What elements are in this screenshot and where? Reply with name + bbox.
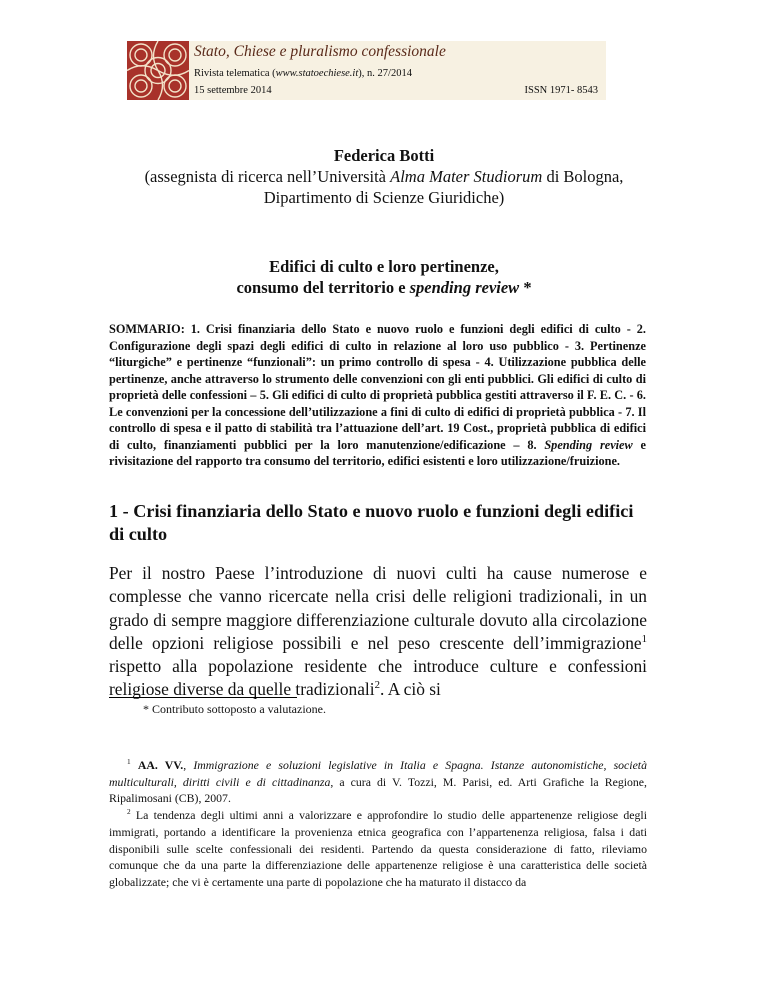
title-line-1: Edifici di culto e loro pertinenze, bbox=[269, 257, 499, 276]
footnote-ref-2[interactable]: 2 bbox=[374, 679, 380, 692]
summary-italic: Spending review bbox=[544, 437, 633, 452]
journal-header bbox=[127, 41, 606, 100]
author-block bbox=[0, 145, 768, 208]
journal-suffix: ), n. 27/2014 bbox=[358, 68, 412, 79]
body-text-1: Per il nostro Paese l’introduzione di nuovi culti ha cause numerose e complesse che vanno ricercate nella crisi delle religioni tradizionali, in un grado di sempre maggiore differenziazione culturale dovuto alla circolazione delle opzioni religiose possibili e nel peso crescente dell’immigrazione bbox=[109, 563, 647, 653]
body-paragraph bbox=[109, 562, 647, 702]
body-text-3: . A ciò si bbox=[379, 679, 441, 700]
footnotes bbox=[109, 757, 647, 891]
footnote-2 bbox=[109, 807, 647, 891]
footnote-2-text: La tendenza degli ultimi anni a valorizzare e approfondire lo studio delle appartenenze religiose degli immigrati, portando a identificare la provenienza etnica geografica con l’appartenenza religiosa, falsa i dati disponibili sulle scelte confessionali dei residenti. Partendo da questa considerazione di fatto, rileviamo comunque che da una parte la differenziazione delle appartenenze religiose è una caratteristica delle società globalizzate; che vi è certamente una parte di popolazione che ha maturato il distacco da bbox=[109, 808, 647, 889]
summary-text-1: SOMMARIO: 1. Crisi finanziaria dello Stato e nuovo ruolo e funzioni degli edifici di culto - 2. Configurazione degli spazi degli edifici di culto in relazione al loro uso pubblico - 3. Pertinenze “liturgiche” e pertinenze “funzionali”: un primo controllo di spesa - 4. Utilizzazione pubblica delle pertinenze, anche attraverso lo strumento delle convenzioni con gli enti pubblici. Gli edifici di culto di proprietà delle confessioni – 5. Gli edifici di culto di proprietà pubblica gestiti attraverso il F. E. C. - 6. Le convenzioni per la concessione dell’utilizzazione a fini di culto di edifici di proprietà pubblica - 7. Il controllo di spesa e il patto di stabilità tra l’attuazione dell’art. 19 Cost., proprietà pubblica di edifici di culto, finanziamenti pubblici per la loro manutenzione/edificazione – 8. bbox=[109, 322, 646, 452]
title-star: * bbox=[519, 278, 532, 297]
footnote-1 bbox=[109, 757, 647, 807]
publication-date: 15 settembre 2014 bbox=[194, 85, 272, 96]
footnote-2-number: 2 bbox=[127, 807, 131, 817]
article-title bbox=[0, 256, 768, 298]
journal-logo-icon bbox=[127, 41, 189, 100]
title-line-2a: consumo del territorio e bbox=[236, 278, 410, 297]
footnote-1-author: AA. VV. bbox=[137, 758, 184, 772]
footnote-1-number: 1 bbox=[127, 757, 131, 767]
summary-text-2: e rivisitazione del rapporto tra consumo del territorio, edifici esistenti e loro utilizzazione/fruizione. bbox=[109, 437, 646, 469]
footnote-1-sep: , bbox=[183, 758, 194, 772]
footnote-divider bbox=[109, 697, 297, 698]
affiliation-university: Alma Mater Studiorum bbox=[390, 167, 543, 186]
journal-prefix: Rivista telematica ( bbox=[194, 68, 276, 79]
affiliation-part1: (assegnista di ricerca nell’Università bbox=[144, 167, 391, 186]
issn: ISSN 1971- 8543 bbox=[524, 85, 598, 96]
title-italic: spending review bbox=[409, 278, 520, 297]
body-text-2: rispetto alla popolazione residente che introduce culture e confessioni religiose diverse da quelle tradizionali bbox=[109, 656, 647, 700]
journal-issue bbox=[194, 68, 412, 79]
affiliation-department: Dipartimento di Scienze Giuridiche) bbox=[263, 188, 505, 207]
author-name: Federica Botti bbox=[333, 146, 435, 165]
affiliation-part2: di Bologna, bbox=[542, 167, 624, 186]
author-affiliation bbox=[0, 166, 768, 187]
journal-title: Stato, Chiese e pluralismo confessionale bbox=[194, 43, 446, 60]
footnote-ref-1[interactable]: 1 bbox=[641, 633, 647, 646]
footnote-1-rest: , a cura di V. Tozzi, M. Parisi, ed. Arti Grafiche la Regione, Ripalimosani (CB), 2007. bbox=[109, 774, 647, 806]
footnote-star: * Contributo sottoposto a valutazione. bbox=[143, 702, 326, 716]
summary bbox=[109, 321, 646, 470]
title-line-2 bbox=[0, 277, 768, 298]
footnote-1-title: Immigrazione e soluzioni legislative in Italia e Spagna. Istanze autonomistiche, società multiculturali, diritti civili e di cittadinanza bbox=[109, 758, 647, 789]
journal-site-link[interactable]: www.statoechiese.it bbox=[275, 68, 359, 79]
section-heading: 1 - Crisi finanziaria dello Stato e nuovo ruolo e funzioni degli edifici di culto bbox=[109, 501, 634, 544]
